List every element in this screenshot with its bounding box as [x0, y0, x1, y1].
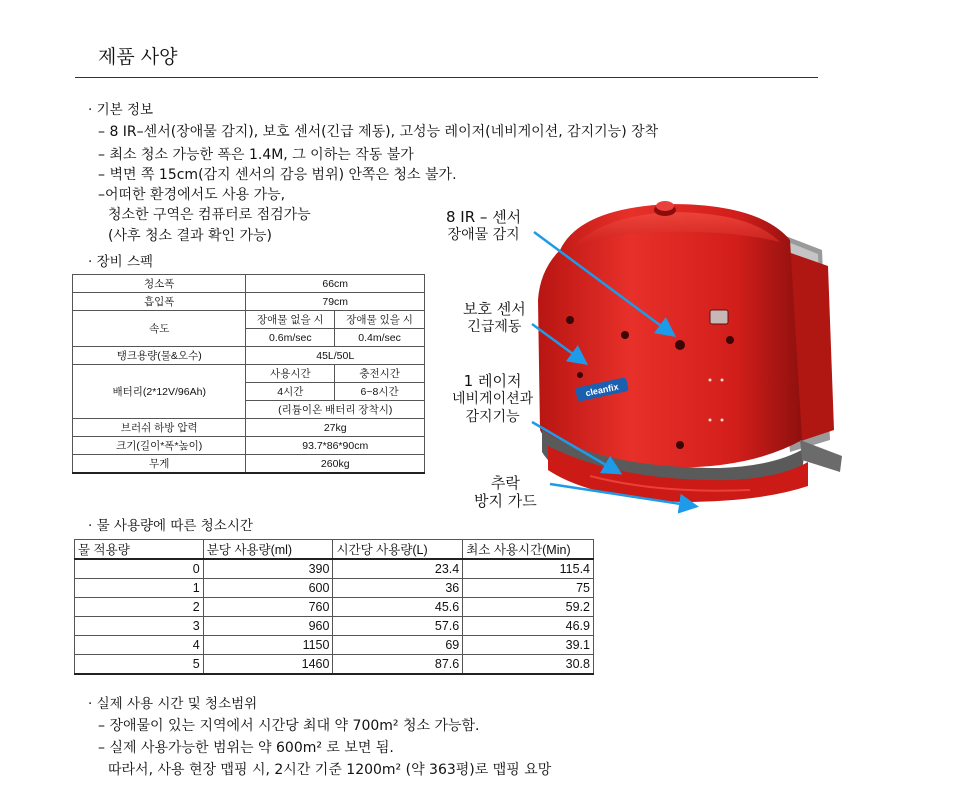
callout-title: 보호 센서	[463, 300, 526, 318]
spec-note: (리튬이온 배터리 장착시)	[246, 401, 425, 419]
table-row	[73, 455, 425, 474]
spec-label: 탱크용량(물&오수)	[73, 347, 246, 365]
table-row	[73, 437, 425, 455]
callout-subtitle: 긴급제동	[467, 319, 522, 335]
table-cell: 46.9	[463, 617, 594, 636]
basic-info-line: – 최소 청소 가능한 폭은 1.4M, 그 이하는 작동 불가	[98, 147, 414, 163]
spec-label: 흡입폭	[73, 293, 246, 311]
callout-laser	[452, 372, 533, 426]
title-divider	[75, 77, 818, 78]
table-row	[73, 311, 425, 329]
table-row	[73, 293, 425, 311]
table-row	[75, 579, 594, 598]
table-cell: 57.6	[333, 617, 463, 636]
table-row	[75, 655, 594, 675]
spec-sublabel: 충전시간	[335, 365, 425, 383]
basic-info-heading: · 기본 정보	[88, 102, 154, 118]
spec-label: 속도	[73, 311, 246, 347]
column-header: 분당 사용량(ml)	[203, 540, 333, 560]
callout-fall-guard	[474, 474, 537, 510]
table-cell: 960	[203, 617, 333, 636]
spec-value: 79cm	[246, 293, 425, 311]
column-header: 시간당 사용량(L)	[333, 540, 463, 560]
spec-value: 66cm	[246, 275, 425, 293]
brand-logo-text: cleanfix	[584, 381, 620, 399]
basic-info-line: – 벽면 쪽 15cm(감지 센서의 감응 범위) 안쪽은 청소 불가.	[98, 167, 457, 183]
spec-value: 6~8시간	[335, 383, 425, 401]
callout-subtitle: 방지 가드	[474, 492, 537, 510]
table-cell: 59.2	[463, 598, 594, 617]
table-cell: 4	[75, 636, 204, 655]
spec-label: 청소폭	[73, 275, 246, 293]
table-cell: 390	[203, 559, 333, 579]
table-row	[75, 559, 594, 579]
table-cell: 1460	[203, 655, 333, 675]
callout-title: 1 레이저	[463, 372, 522, 390]
spec-value: 4시간	[246, 383, 335, 401]
spec-sublabel: 사용시간	[246, 365, 335, 383]
spec-sublabel: 장애물 없을 시	[246, 311, 335, 329]
usage-heading: · 물 사용량에 따른 청소시간	[88, 518, 253, 534]
spec-value: 260kg	[246, 455, 425, 474]
callout-ir-sensor	[446, 208, 521, 244]
callout-title: 8 IR – 센서	[446, 208, 522, 226]
column-header: 물 적용량	[75, 540, 204, 560]
callout-title: 추락	[490, 474, 520, 492]
table-cell: 5	[75, 655, 204, 675]
sensor-window	[710, 310, 728, 324]
spec-value: 0.6m/sec	[246, 329, 335, 347]
table-cell: 2	[75, 598, 204, 617]
spec-value: 27kg	[246, 419, 425, 437]
table-cell: 3	[75, 617, 204, 636]
callout-subtitle: 장애물 감지	[447, 227, 520, 243]
table-cell: 1	[75, 579, 204, 598]
actual-usage-line: – 실제 사용가능한 범위는 약 600m² 로 보면 됨.	[98, 740, 394, 756]
basic-info-line: – 8 IR–센서(장애물 감지), 보호 센서(긴급 제동), 고성능 레이저(네비게이션, 감지기능) 장착	[98, 124, 659, 140]
table-cell: 600	[203, 579, 333, 598]
basic-info-line: –어떠한 환경에서도 사용 가능,	[98, 187, 286, 203]
table-cell: 760	[203, 598, 333, 617]
table-cell: 36	[333, 579, 463, 598]
table-cell: 1150	[203, 636, 333, 655]
table-cell: 30.8	[463, 655, 594, 675]
table-cell: 23.4	[333, 559, 463, 579]
callout-subtitle: 네비게이션과	[452, 391, 534, 407]
spec-table	[72, 274, 425, 474]
actual-usage-heading: · 실제 사용 시간 및 청소범위	[88, 696, 258, 712]
spec-label: 브러쉬 하방 압력	[73, 419, 246, 437]
column-header: 최소 사용시간(Min)	[463, 540, 594, 560]
table-row	[75, 617, 594, 636]
table-row	[73, 347, 425, 365]
table-cell: 75	[463, 579, 594, 598]
table-cell: 87.6	[333, 655, 463, 675]
table-row	[75, 598, 594, 617]
table-row	[73, 275, 425, 293]
callout-subtitle: 감지기능	[465, 409, 520, 425]
actual-usage-line: – 장애물이 있는 지역에서 시간당 최대 약 700m² 청소 가능함.	[98, 718, 480, 734]
table-cell: 45.6	[333, 598, 463, 617]
spec-heading: · 장비 스펙	[88, 254, 154, 270]
spec-sublabel: 장애물 있을 시	[335, 311, 425, 329]
table-cell: 69	[333, 636, 463, 655]
spec-label: 크기(길이*폭*높이)	[73, 437, 246, 455]
table-header-row	[75, 540, 594, 560]
table-cell: 115.4	[463, 559, 594, 579]
table-row	[73, 419, 425, 437]
table-row	[73, 365, 425, 383]
spec-value: 0.4m/sec	[335, 329, 425, 347]
page-title: 제품 사양	[98, 46, 178, 68]
usage-table	[74, 539, 594, 675]
callout-protect-sensor	[463, 300, 526, 336]
spec-value: 93.7*86*90cm	[246, 437, 425, 455]
table-cell: 0	[75, 559, 204, 579]
spec-label: 배터리(2*12V/96Ah)	[73, 365, 246, 419]
table-row	[75, 636, 594, 655]
spec-label: 무게	[73, 455, 246, 474]
table-cell: 39.1	[463, 636, 594, 655]
basic-info-line: (사후 청소 결과 확인 가능)	[108, 228, 272, 244]
actual-usage-line: 따라서, 사용 현장 맵핑 시, 2시간 기준 1200m² (약 363평)로 맵핑 요망	[108, 762, 552, 778]
basic-info-line: 청소한 구역은 컴퓨터로 점검가능	[108, 207, 311, 223]
spec-value: 45L/50L	[246, 347, 425, 365]
